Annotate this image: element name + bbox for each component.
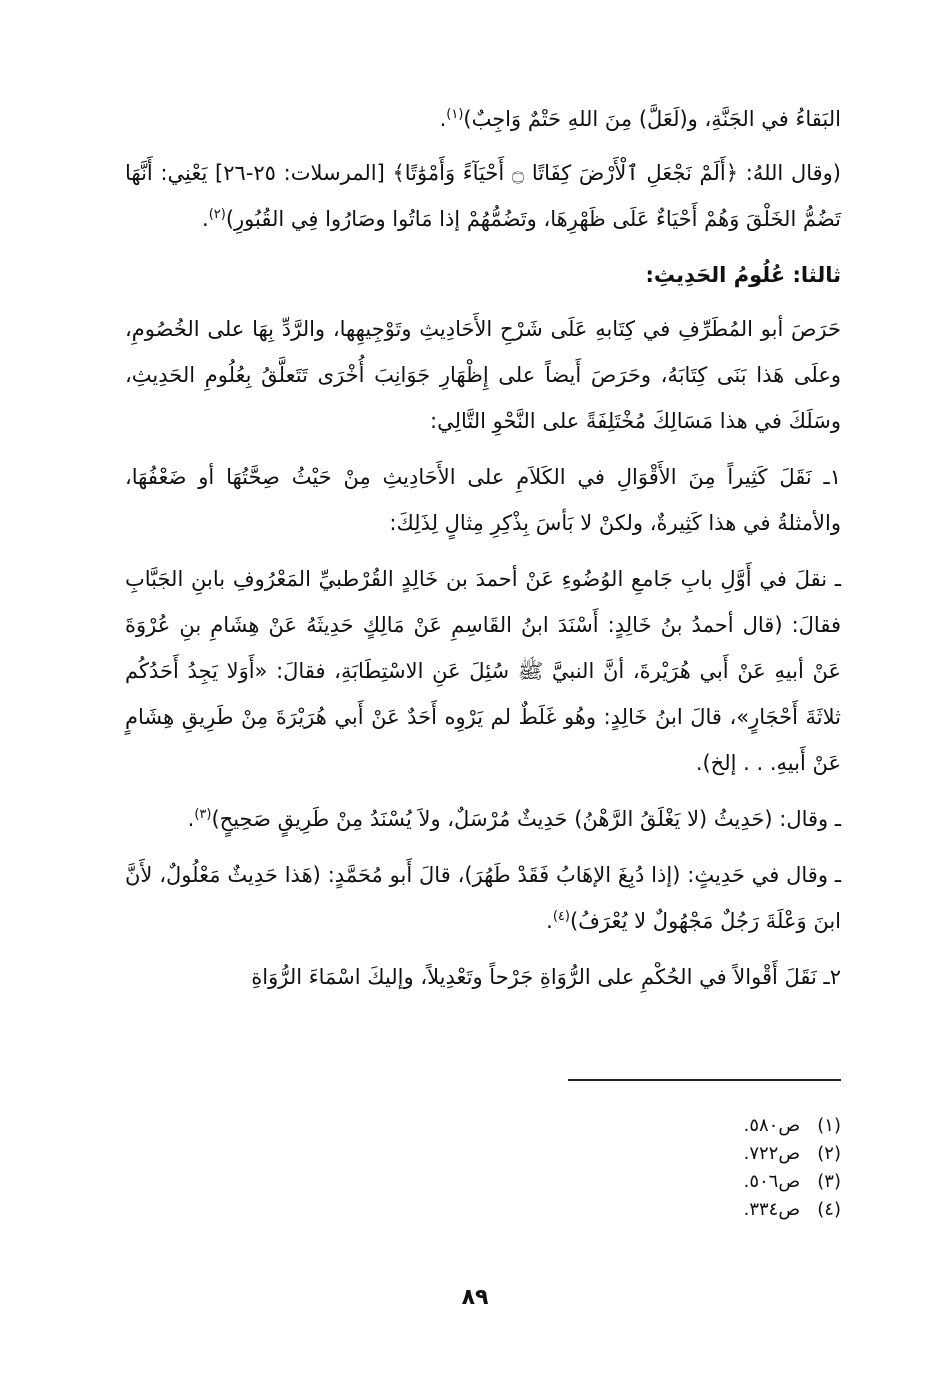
footnote-marker-3: (٣) [194,807,212,822]
paragraph-example-3 [125,852,841,944]
footnote-item [560,1168,841,1196]
paragraph-text: ـ وقال: (حَدِيثُ (لا يَغْلَقُ الرَّهْنُ) حَدِيثٌ مُرْسَلٌ، ولاَ يُسْنَدُ مِنْ طَرِيقٍ صَحِيحٍ) [211,807,841,831]
footnote-number: (٤) [817,1199,841,1220]
paragraph-text: ـ وقال في حَدِيثٍ: (إذا دُبِغَ الإهَابُ فَقَدْ طَهُرَ)، قالَ أَبو مُحَمَّدٍ: (هَذا حَدِيثٌ مَعْلُولٌ، لأَنَّ ابنَ وَعْلَةَ رَجُلٌ مَجْهُولٌ لا يُعْرَفُ) [125,863,841,933]
full-stop: . [439,107,447,131]
paragraph-point-2: ٢ـ نَقَلَ أَقْوالاً في الحُكْمِ على الرُّوَاةِ جَرْحاً وتَعْدِيلاً، وإليكَ اسْمَاءَ الرُّوَاةِ [251,965,841,989]
paragraph-text: (وقال اللهُ: ﴿أَلَمْ نَجْعَلِ ٱلْأَرْضَ كِفَاتًا ۝ أَحْيَآءً وَأَمْوَٰتًا﴾ [المرسلات: ٢٥-٢٦] يَعْنِي: أَنَّهَا تَضُمُّ الخَلْقَ وَهُمْ أَحْيَاءٌ عَلَى ظَهْرِهَا، وتَضُمُّهُمْ إذا مَاتُوا وصَارُوا فِي القُبُورِ) [125,161,841,231]
footnote-text: ص٥٨٠. [743,1115,801,1136]
paragraph-intro [125,96,841,142]
footnote-item [560,1112,841,1140]
paragraph-text: البَقاءُ في الجَنَّةِ، و(لَعَلَّ) مِنَ اللهِ حَتْمٌ وَاجِبٌ) [463,107,841,131]
footnote-marker-2: (٢) [208,207,226,222]
full-stop: . [546,909,553,933]
footnote-marker-4: (٤) [552,909,570,924]
footnote-item [560,1196,841,1224]
paragraph-overview: حَرَصَ أبو المُطَرِّفِ في كِتَابهِ عَلَى شَرْحِ الأَحَادِيثِ وتَوْجِيهِها، والرَّدِّ بِهَا على الخُصُومِ، وعلَى هَذا بَنَى كِتَابَهُ، وحَرَصَ أَيضاً على إِظْهَارِ جَوَانِبَ أُخْرَى تَتَعلَّقُ بِعُلُومِ الحَدِيثِ، وسَلَكَ في هذا مَسَالِكَ مُخْتَلِفَةً على النَّحْوِ التَّالِي: [125,317,841,433]
footnote-divider [568,1079,841,1081]
paragraph-example-2 [125,796,841,842]
footnote-text: ص٥٠٦. [743,1171,801,1192]
footnote-number: (٢) [817,1143,841,1164]
footnotes [560,1112,841,1224]
footnote-number: (٣) [817,1171,841,1192]
paragraph-point-1: ١ـ نَقَلَ كَثِيراً مِنَ الأَقْوَالِ في الكَلاَمِ على الأَحَادِيثِ مِنْ حَيْثُ صِحَّتُهَا أو ضَعْفُهَا، والأمثلةُ في هذا كَثِيرةٌ، ولكنْ لا بَأسَ بِذْكِرِ مِثالٍ لِذَلِكَ: [125,465,841,535]
footnote-number: (١) [817,1115,841,1136]
footnote-item [560,1140,841,1168]
main-text [125,96,841,1010]
footnote-text: ص٣٣٤. [743,1199,801,1220]
full-stop: . [187,807,195,831]
paragraph-example-1: ـ نقلَ في أَوَّلِ بابِ جَامعِ الوُضُوءِ عَنْ أحمدَ بن خَالِدٍ القُرْطبيِّ المَعْرُوفِ بابنِ الجَبَّابِ فقالَ: (قال أحمدُ بنُ خَالِدٍ: أَسْنَدَ ابنُ القَاسِمِ عَنْ مَالِكٍ حَدِيثَهُ عَنْ هِشَامِ بنِ عُرْوَةَ عَنْ أبيهِ عَنْ أَبي هُرَيْرةَ، أنَّ النبيَّ ﷺ سُئِلَ عَنِ الاسْتِطَابَةِ، فقالَ: «أَوَلا يَجِدُ أَحَدُكُم ثلاثَةَ أَحْجَارٍ»، قالَ ابنُ خَالِدٍ: وهُو غَلَطٌ لم يَرْوِه أَحَدٌ عَنْ أَبي هُرَيْرَةَ مِنْ طَرِيقِ هِشَامٍ عَنْ أَبيهِ. . . إلخ). [125,567,841,775]
section-heading: ثالثا: عُلُومُ الحَدِيثِ: [645,263,841,287]
footnote-text: ص٧٢٢. [743,1143,801,1164]
footnote-marker-1: (١) [446,107,464,122]
full-stop: . [202,207,209,231]
paragraph-quran-quote [125,150,841,242]
page-number: ٨٩ [461,1285,489,1310]
